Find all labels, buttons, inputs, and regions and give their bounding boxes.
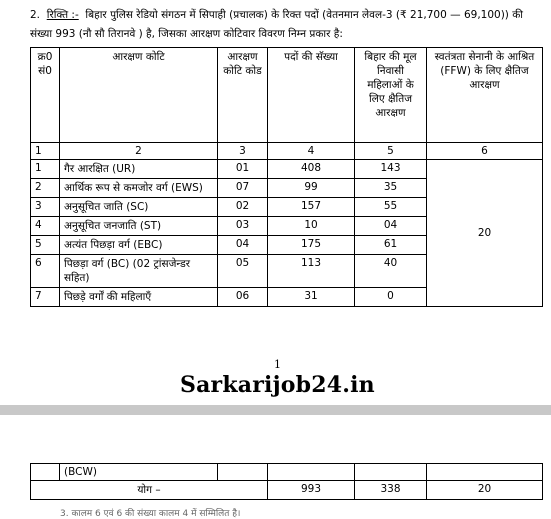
- intro-paragraph: [30, 6, 540, 44]
- total-women: 338: [355, 481, 427, 500]
- category-cell: अत्यंत पिछड़ा वर्ग (EBC): [60, 236, 218, 255]
- page-break-bar: [0, 405, 551, 415]
- women-cell: 35: [355, 179, 427, 198]
- intro-text: बिहार पुलिस रेडियो संगठन में सिपाही (प्रचालक) के रिक्त पदों (वेतनमान लेवल-3 (₹ 21,700 — 69,100)) की संख्या 993 (नौ सौ तिरानवे ) है, जिसका आरक्षण कोटिवार विवरण निम्न प्रकार है:: [30, 9, 524, 40]
- reservation-table: [30, 47, 543, 307]
- women-cell: 55: [355, 198, 427, 217]
- code-cell: 04: [218, 236, 268, 255]
- index-cell: 3: [218, 143, 268, 160]
- total-label: योग –: [31, 481, 268, 500]
- header-category: आरक्षण कोटि: [60, 48, 218, 143]
- serial-cell: [31, 464, 60, 481]
- posts-cell: 157: [268, 198, 355, 217]
- serial-cell: 5: [31, 236, 60, 255]
- continuation-table: [30, 463, 543, 500]
- index-cell: 1: [31, 143, 60, 160]
- page-number: 1: [274, 358, 281, 371]
- code-cell: 07: [218, 179, 268, 198]
- serial-cell: 2: [31, 179, 60, 198]
- category-cell: (BCW): [60, 464, 218, 481]
- code-cell: [218, 464, 268, 481]
- category-cell: अनुसूचित जनजाति (ST): [60, 217, 218, 236]
- total-ffw: 20: [427, 481, 543, 500]
- code-cell: 02: [218, 198, 268, 217]
- code-cell: 03: [218, 217, 268, 236]
- footer-note-fragment: 3. कालम 6 एवं 6 की संख्या कालम 4 में सम्मिलित है।: [60, 509, 241, 519]
- code-cell: 06: [218, 288, 268, 307]
- header-posts: पदों की सॅख्या: [268, 48, 355, 143]
- posts-cell: 408: [268, 160, 355, 179]
- posts-cell: 113: [268, 255, 355, 288]
- total-posts: 993: [268, 481, 355, 500]
- site-watermark: Sarkarijob24.in: [180, 372, 375, 398]
- code-cell: 01: [218, 160, 268, 179]
- category-cell: पिछड़ा वर्ग (BC) (02 ट्रांसजेन्डर सहित): [60, 255, 218, 288]
- total-row: [31, 481, 543, 500]
- serial-cell: 4: [31, 217, 60, 236]
- women-cell: 04: [355, 217, 427, 236]
- posts-cell: 10: [268, 217, 355, 236]
- women-cell: [355, 464, 427, 481]
- category-cell: गैर आरक्षित (UR): [60, 160, 218, 179]
- posts-cell: 31: [268, 288, 355, 307]
- posts-cell: 99: [268, 179, 355, 198]
- intro-label: रिक्ति :-: [46, 9, 79, 21]
- women-cell: 40: [355, 255, 427, 288]
- intro-number: 2.: [30, 9, 41, 21]
- header-women: बिहार की मूल निवासी महिलाओं के लिए क्षैतिज आरक्षण: [355, 48, 427, 143]
- women-cell: 0: [355, 288, 427, 307]
- category-cell: अनुसूचित जाति (SC): [60, 198, 218, 217]
- serial-cell: 3: [31, 198, 60, 217]
- index-cell: 4: [268, 143, 355, 160]
- women-cell: 61: [355, 236, 427, 255]
- header-ffw: स्वतंत्रता सेनानी के आश्रित (FFW) के लिए क्षैतिज आरक्षण: [427, 48, 543, 143]
- serial-cell: 1: [31, 160, 60, 179]
- index-cell: 5: [355, 143, 427, 160]
- code-cell: 05: [218, 255, 268, 288]
- header-code: आरक्षण कोटि कोड: [218, 48, 268, 143]
- header-serial: क्र0 सं0: [31, 48, 60, 143]
- posts-cell: 175: [268, 236, 355, 255]
- category-cell: पिछड़े वर्गों की महिलाएँ: [60, 288, 218, 307]
- serial-cell: 6: [31, 255, 60, 288]
- category-cell: आर्थिक रूप से कमजोर वर्ग (EWS): [60, 179, 218, 198]
- ffw-cell: [427, 464, 543, 481]
- continuation-row: [31, 464, 543, 481]
- index-row: [31, 143, 543, 160]
- ffw-cell: 20: [427, 160, 543, 307]
- serial-cell: 7: [31, 288, 60, 307]
- women-cell: 143: [355, 160, 427, 179]
- table-row: [31, 160, 543, 179]
- index-cell: 6: [427, 143, 543, 160]
- posts-cell: [268, 464, 355, 481]
- index-cell: 2: [60, 143, 218, 160]
- table-header-row: [31, 48, 543, 143]
